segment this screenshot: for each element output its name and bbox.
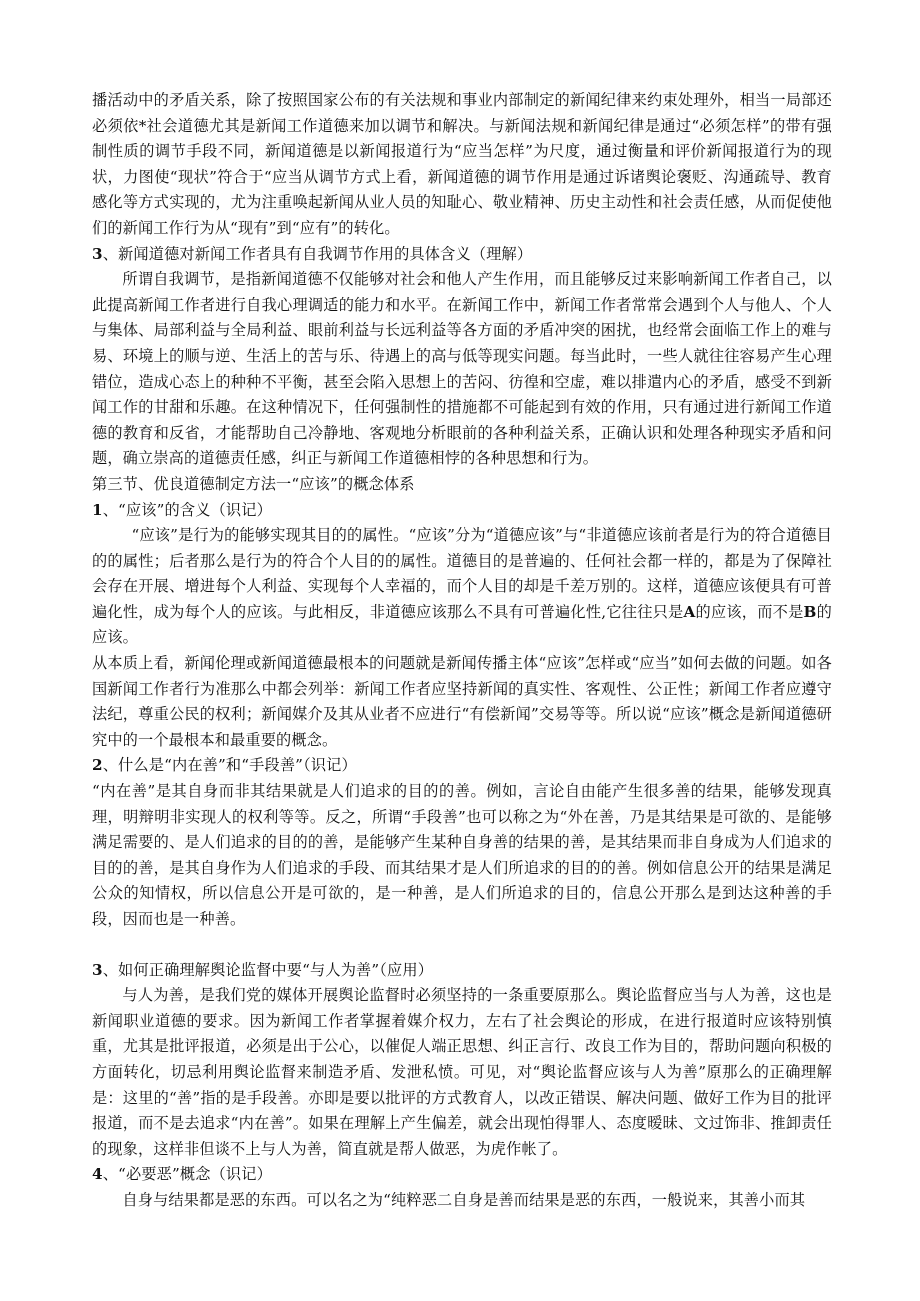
heading-number: 3 [92, 244, 103, 263]
paragraph-text: “应该”是行为的能够实现其目的的属性。“应该”分为“道德应该”与“非道德应该前者是行为的符合道德目的的属性；后者那么是行为的符合个人目的的属性。道德目的是普遍的、任何社会都一样的，都是为了保障社会存在开展、增进每个人利益、实现每个人幸福的，而个人目的却是千差万别的。这样，道德应该便具有可普遍化性，成为每个人的应该。与此相反，非道德应该那么不具有可普遍化性,它往往只是 [92, 526, 832, 621]
heading-number: 1 [92, 500, 103, 519]
heading-intrinsic-good [92, 753, 832, 779]
heading-necessary-evil [92, 1162, 832, 1188]
heading-number: 2 [92, 756, 103, 775]
content-block [92, 88, 832, 1214]
heading-self-regulation [92, 242, 832, 268]
heading-text: 、如何正确理解舆论监督中要“与人为善”（应用） [102, 960, 434, 979]
paragraph-regulation: 播活动中的矛盾关系，除了按照国家公布的有关法规和事业内部制定的新闻纪律来约束处理外，相当一局部还必须依*社会道德尤其是新闻工作道德来加以调节和解决。与新闻法规和新闻纪律是通过“必须怎样”的带有强制性质的调节手段不同，新闻道德是以新闻报道行为“应当怎样”为尺度，通过衡量和评价新闻报道行为的现状，力图使“现状”符合于“应当从调节方式上看，新闻道德的调节作用是通过诉诸舆论褒贬、沟通疏导、教育感化等方式实现的，尤为注重唤起新闻从业人员的知耻心、敬业精神、历史主动性和社会责任感，从而促使他们的新闻工作行为从“现有”到“应有”的转化。 [92, 91, 832, 237]
paragraph-self-regulation: 所谓自我调节，是指新闻道德不仅能够对社会和他人产生作用，而且能够反过来影响新闻工作者自己，以此提高新闻工作者进行自我心理调适的能力和水平。在新闻工作中，新闻工作者常常会遇到个人与他人、个人与集体、局部利益与全局利益、眼前利益与长远利益等各方面的矛盾冲突的困扰，也经常会面临工作上的难与易、环境上的顺与逆、生活上的苦与乐、待遇上的高与低等现实问题。每当此时，一些人就往往容易产生心理错位，造成心态上的种种不平衡，甚至会陷入思想上的苦闷、彷徨和空虚，难以排遣内心的矛盾，感受不到新闻工作的甘甜和乐趣。在这种情况下，任何强制性的措施都不可能起到有效的作用，只有通过进行新闻工作道德的教育和反省，才能帮助自己冷静地、客观地分析眼前的各种利益关系，正确认识和处理各种现实矛盾和问题，确立崇高的道德责任感，纠正与新闻工作道德相悖的各种思想和行为。 [92, 270, 832, 468]
paragraph-kindness-supervision: 与人为善，是我们党的媒体开展舆论监督时必须坚持的一条重要原那么。舆论监督应当与人为善，这也是新闻职业道德的要求。因为新闻工作者掌握着媒介权力，左右了社会舆论的形成，在进行报道时应该特别慎重，尤其是批评报道，必须是出于公心，以催促人端正思想、纠正言行、改良工作为目的，帮助问题向积极的方面转化，切忌利用舆论监督来制造矛盾、发泄私愤。可见，对“舆论监督应该与人为善”原那么的正确理解是：这里的“善”指的是手段善。亦即是要以批评的方式教育人，以改正错误、解决问题、做好工作为目的批评报道，而不是去追求“内在善”。如果在理解上产生偏差，就会出现怕得罪人、态度暧昧、文过饰非、推卸责任的现象，这样非但谈不上与人为善，简直就是帮人做恶，为虎作帐了。 [92, 986, 832, 1158]
blank-line [92, 933, 832, 958]
heading-text: 、“必要恶”概念（识记） [102, 1165, 272, 1184]
heading-text: 、新闻道德对新闻工作者具有自我调节作用的具体含义（理解） [102, 244, 533, 263]
paragraph-intrinsic-good: “内在善”是其自身而非其结果就是人们追求的目的的善。例如，言论自由能产生很多善的结果，能够发现真理，明辩明非实现人的权利等等。反之，所谓“手段善”也可以称之为“外在善，乃是其结果是可欲的、是能够满足需要的、是人们追求的目的的善，是能够产生某种自身善的结果的善，是其结果而非自身成为人们追求的目的的善，是其自身作为人们追求的手段、而其结果才是人们所追求的目的的善。例如信息公开的结果是满足公众的知情权，所以信息公开是可欲的，是一种善，是人们所追求的目的，信息公开那么是到达这种善的手段，因而也是一种善。 [92, 782, 832, 928]
heading-text: 第三节、优良道德制定方法一“应该”的概念体系 [92, 474, 415, 493]
paragraph-text-tail: 的应该。 [92, 602, 832, 647]
heading-ought-meaning [92, 498, 832, 524]
heading-kindness-supervision [92, 958, 832, 984]
paragraph-text-mid: 的应该，而不是 [695, 602, 804, 621]
emphasis-b: B [803, 602, 817, 621]
paragraph-ought-meaning [92, 523, 832, 651]
heading-number: 3 [92, 960, 103, 979]
paragraph-necessary-evil: 自身与结果都是恶的东西。可以名之为“纯粹恶二自身是善而结果是恶的东西，一般说来，其善小而其 [122, 1190, 806, 1209]
heading-text: 、什么是“内在善”和“手段善”（识记） [102, 756, 357, 775]
heading-text: 、“应该”的含义（识记） [102, 500, 272, 519]
paragraph-ought-essence: 从本质上看，新闻伦理或新闻道德最根本的问题就是新闻传播主体“应该”怎样或“应当”如何去做的问题。如各国新闻工作者行为准那么中都会列举：新闻工作者应坚持新闻的真实性、客观性、公正性；新闻工作者应遵守法纪，尊重公民的权利；新闻媒介及其从业者不应进行“有偿新闻”交易等等。所以说“应该”概念是新闻道德研究中的一个最根本和最重要的概念。 [92, 654, 832, 749]
emphasis-a: A [683, 602, 696, 621]
document-page [92, 88, 832, 1214]
heading-number: 4 [92, 1165, 103, 1184]
section-title [92, 472, 832, 498]
